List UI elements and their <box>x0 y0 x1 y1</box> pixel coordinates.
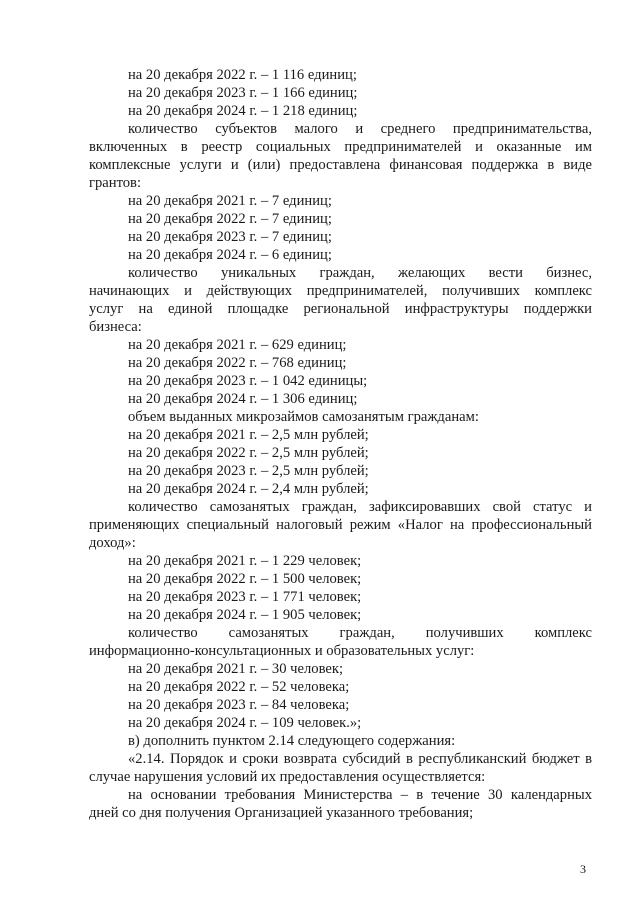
text-line: количество уникальных граждан, желающих вести бизнес, <box>128 265 592 281</box>
text-line: на 20 декабря 2021 г. – 629 единиц; <box>128 337 347 353</box>
text-line: на 20 декабря 2023 г. – 1 771 человек; <box>128 589 362 605</box>
text-line: на 20 декабря 2023 г. – 84 человека; <box>128 697 350 713</box>
text-line: применяющих специальный налоговый режим «Налог на профессиональный <box>89 517 592 533</box>
text-line: начинающих и действующих предпринимателей, получивших комплекс <box>89 283 592 299</box>
text-line: услуг на единой площадке региональной инфраструктуры поддержки <box>89 301 592 317</box>
text-line: на 20 декабря 2024 г. – 109 человек.»; <box>128 715 362 731</box>
text-line: на 20 декабря 2022 г. – 7 единиц; <box>128 211 332 227</box>
text-line: на 20 декабря 2024 г. – 1 218 единиц; <box>128 103 358 119</box>
text-line: количество субъектов малого и среднего предпринимательства, <box>128 121 592 137</box>
text-line: комплексные услуги и (или) предоставлена финансовая поддержка в виде <box>89 157 592 173</box>
text-line: включенных в реестр социальных предпринимателей и оказанные им <box>89 139 592 155</box>
text-line: на 20 декабря 2023 г. – 7 единиц; <box>128 229 332 245</box>
text-line: на 20 декабря 2021 г. – 7 единиц; <box>128 193 332 209</box>
text-line: грантов: <box>89 175 141 191</box>
text-line: на 20 декабря 2024 г. – 1 306 единиц; <box>128 391 358 407</box>
text-line: на 20 декабря 2023 г. – 2,5 млн рублей; <box>128 463 369 479</box>
text-line: количество самозанятых граждан, получивших комплекс <box>128 625 592 641</box>
text-line: на 20 декабря 2021 г. – 2,5 млн рублей; <box>128 427 369 443</box>
text-line: на 20 декабря 2023 г. – 1 166 единиц; <box>128 85 358 101</box>
text-line: на 20 декабря 2023 г. – 1 042 единицы; <box>128 373 368 389</box>
text-line: на 20 декабря 2022 г. – 52 человека; <box>128 679 350 695</box>
text-line: на 20 декабря 2022 г. – 1 116 единиц; <box>128 67 357 83</box>
text-line: в) дополнить пунктом 2.14 следующего содержания: <box>128 733 456 749</box>
text-line: случае нарушения условий их предоставления осуществляется: <box>89 769 486 785</box>
text-line: на 20 декабря 2022 г. – 2,5 млн рублей; <box>128 445 369 461</box>
text-line: на 20 декабря 2022 г. – 768 единиц; <box>128 355 347 371</box>
text-line: на основании требования Министерства – в течение 30 календарных <box>128 787 592 803</box>
text-line: информационно-консультационных и образовательных услуг: <box>89 643 475 659</box>
text-line: на 20 декабря 2024 г. – 1 905 человек; <box>128 607 362 623</box>
text-line: на 20 декабря 2021 г. – 1 229 человек; <box>128 553 362 569</box>
text-line: на 20 декабря 2022 г. – 1 500 человек; <box>128 571 362 587</box>
text-line: бизнеса: <box>89 319 142 335</box>
page-number: 3 <box>580 862 586 876</box>
text-line: на 20 декабря 2024 г. – 6 единиц; <box>128 247 332 263</box>
text-line: доход»: <box>89 535 136 551</box>
text-line: объем выданных микрозаймов самозанятым гражданам: <box>128 409 479 425</box>
text-line: дней со дня получения Организацией указанного требования; <box>89 805 474 821</box>
text-line: количество самозанятых граждан, зафиксировавших свой статус и <box>128 499 592 515</box>
text-line: на 20 декабря 2021 г. – 30 человек; <box>128 661 343 677</box>
text-line: на 20 декабря 2024 г. – 2,4 млн рублей; <box>128 481 369 497</box>
text-line: «2.14. Порядок и сроки возврата субсидий в республиканский бюджет в <box>128 751 592 767</box>
